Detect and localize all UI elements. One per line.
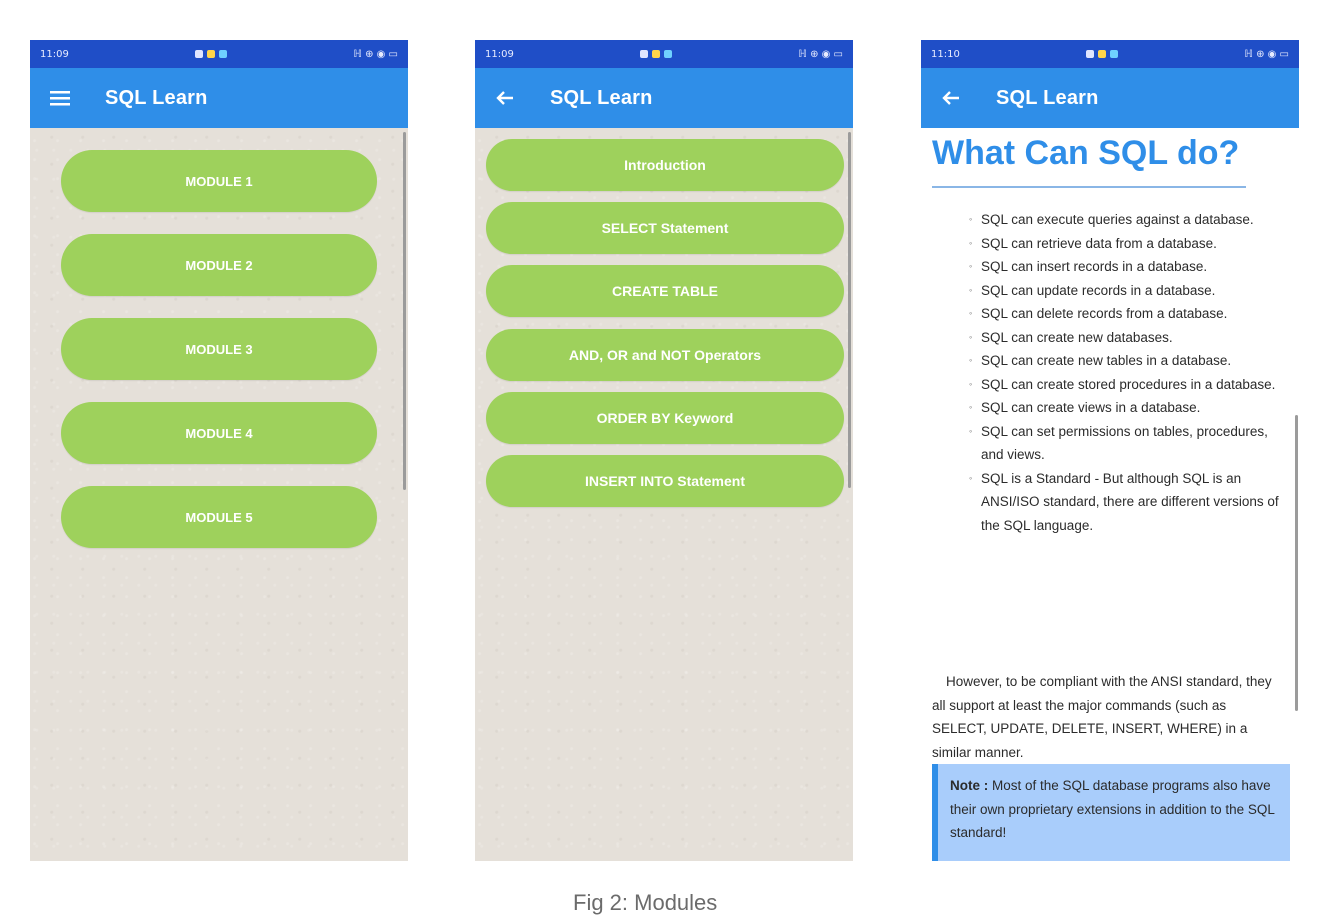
status-icons-right: ℍ ⊕ ◉ ▭: [798, 48, 843, 60]
status-icons-right: ℍ ⊕ ◉ ▭: [1244, 48, 1289, 60]
phone-screen-topics: [475, 40, 853, 861]
hamburger-menu-icon[interactable]: [48, 86, 72, 110]
app-bar: [475, 68, 853, 128]
status-icons: [640, 50, 672, 58]
topic-button-order-by[interactable]: ORDER BY Keyword: [486, 392, 844, 444]
note-box: [932, 764, 1290, 861]
back-arrow-icon[interactable]: [493, 86, 517, 110]
status-bar: [30, 40, 408, 68]
list-item: ◦ SQL can create new databases.: [969, 326, 1289, 350]
topic-button-insert-into[interactable]: INSERT INTO Statement: [486, 455, 844, 507]
module-button-5[interactable]: MODULE 5: [61, 486, 377, 548]
back-arrow-icon[interactable]: [939, 86, 963, 110]
topic-button-operators[interactable]: AND, OR and NOT Operators: [486, 329, 844, 381]
scrollbar[interactable]: [1295, 415, 1298, 711]
notification-icon: [1098, 50, 1106, 58]
app-icon: [1110, 50, 1118, 58]
module-button-2[interactable]: MODULE 2: [61, 234, 377, 296]
status-icons-right: ℍ ⊕ ◉ ▭: [353, 48, 398, 60]
article-heading: What Can SQL do?: [932, 134, 1240, 172]
app-icon: [664, 50, 672, 58]
phone-screen-modules: [30, 40, 408, 861]
status-bar: [475, 40, 853, 68]
app-title: SQL Learn: [996, 86, 1099, 109]
status-time: 11:09: [485, 48, 514, 60]
capabilities-list: [969, 208, 1289, 537]
note-text: Most of the SQL database programs also have their own proprietary extensions in addition to the SQL standard!: [950, 778, 1275, 840]
topic-button-create-table[interactable]: CREATE TABLE: [486, 265, 844, 317]
status-time: 11:10: [931, 48, 960, 60]
notification-icon: [652, 50, 660, 58]
signal-icon: [195, 50, 203, 58]
list-item: ◦ SQL is a Standard - But although SQL is an ANSI/ISO standard, there are different versions of the SQL language.: [969, 467, 1289, 538]
list-item: ◦ SQL can set permissions on tables, procedures, and views.: [969, 420, 1289, 467]
phone-screen-article: [921, 40, 1299, 861]
notification-icon: [207, 50, 215, 58]
list-item: ◦ SQL can insert records in a database.: [969, 255, 1289, 279]
app-title: SQL Learn: [105, 86, 208, 109]
status-icons: [195, 50, 227, 58]
list-item: ◦ SQL can update records in a database.: [969, 279, 1289, 303]
module-button-1[interactable]: MODULE 1: [61, 150, 377, 212]
list-item: ◦ SQL can retrieve data from a database.: [969, 232, 1289, 256]
app-bar: [30, 68, 408, 128]
list-item: ◦ SQL can delete records from a database.: [969, 302, 1289, 326]
topic-button-select[interactable]: SELECT Statement: [486, 202, 844, 254]
app-icon: [219, 50, 227, 58]
scrollbar[interactable]: [848, 132, 851, 488]
note-label: Note :: [950, 778, 989, 793]
compliance-paragraph: However, to be compliant with the ANSI standard, they all support at least the major commands (such as SELECT, UPDATE, DELETE, INSERT, WHERE) in a similar manner.: [932, 674, 1272, 760]
status-time: 11:09: [40, 48, 69, 60]
list-item: ◦ SQL can create new tables in a database.: [969, 349, 1289, 373]
signal-icon: [1086, 50, 1094, 58]
list-item: ◦ SQL can execute queries against a database.: [969, 208, 1289, 232]
signal-icon: [640, 50, 648, 58]
topic-button-introduction[interactable]: Introduction: [486, 139, 844, 191]
list-item: ◦ SQL can create stored procedures in a database.: [969, 373, 1289, 397]
module-button-4[interactable]: MODULE 4: [61, 402, 377, 464]
heading-underline: [932, 186, 1246, 188]
figure-caption: Fig 2: Modules: [573, 890, 718, 915]
article-content: [921, 128, 1299, 861]
scrollbar[interactable]: [403, 132, 406, 490]
module-button-3[interactable]: MODULE 3: [61, 318, 377, 380]
status-bar: [921, 40, 1299, 68]
app-title: SQL Learn: [550, 86, 653, 109]
status-icons: [1086, 50, 1118, 58]
list-item: ◦ SQL can create views in a database.: [969, 396, 1289, 420]
app-bar: [921, 68, 1299, 128]
